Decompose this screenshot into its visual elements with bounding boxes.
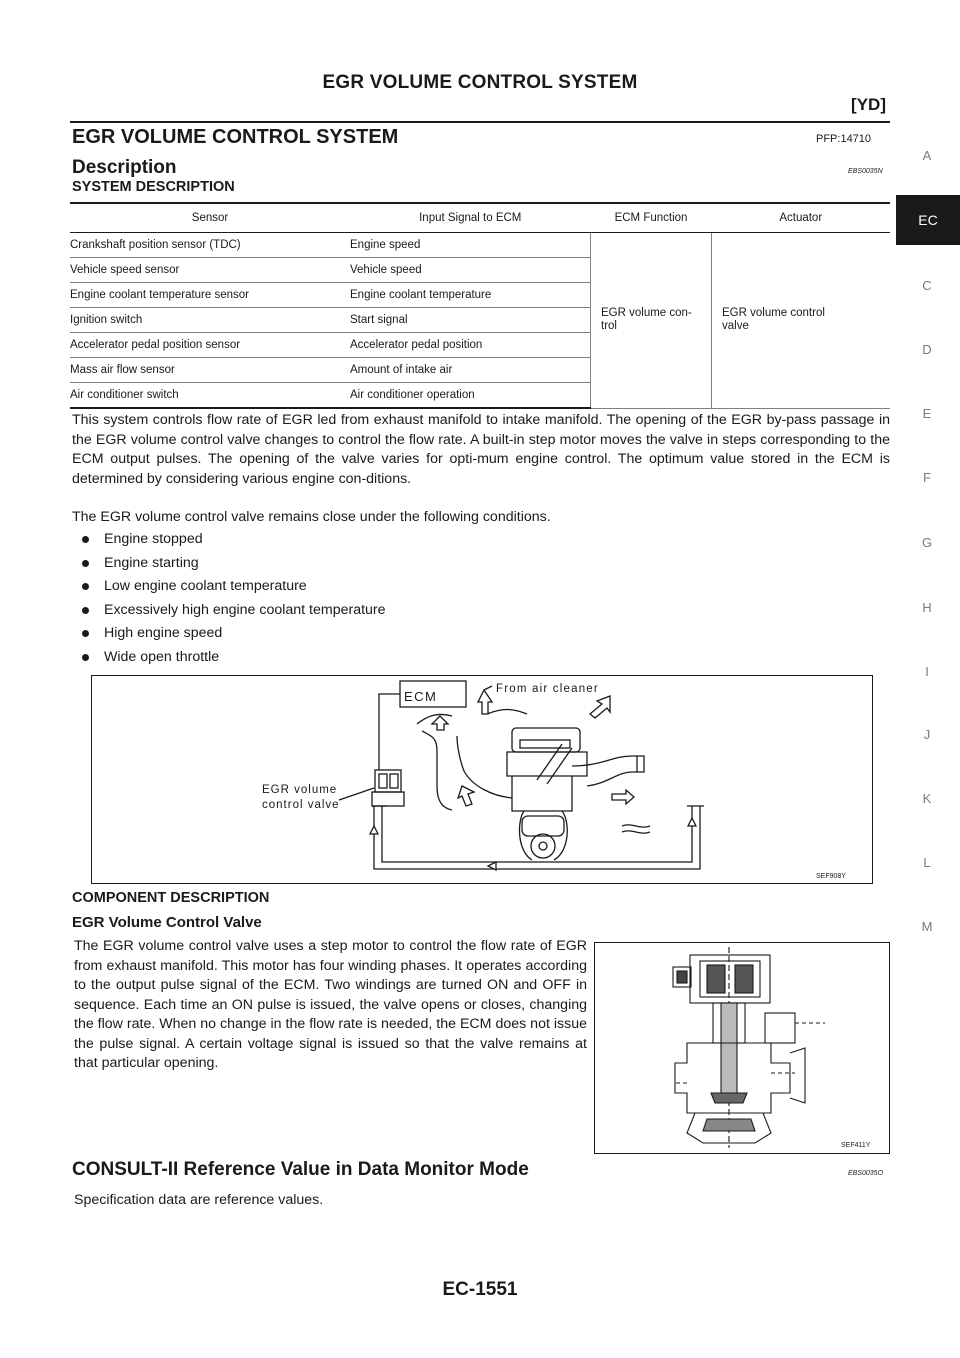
side-index-h[interactable]: H bbox=[922, 600, 932, 615]
side-index-l[interactable]: L bbox=[923, 855, 931, 870]
piston bbox=[522, 816, 564, 836]
part-number: PFP:14710 bbox=[816, 133, 872, 145]
bullet-icon bbox=[82, 583, 89, 590]
egr-valve-label-line1: EGR volume bbox=[262, 784, 338, 796]
component-subheading: EGR Volume Control Valve bbox=[72, 914, 262, 931]
signal-cell: Start signal bbox=[350, 308, 591, 333]
figure-code: SEF908Y bbox=[816, 873, 846, 880]
table-header-sensor: Sensor bbox=[70, 203, 350, 233]
side-index-ec-active[interactable]: EC bbox=[896, 195, 960, 245]
table-header-actuator: Actuator bbox=[712, 203, 891, 233]
list-item bbox=[72, 529, 386, 553]
table-row bbox=[70, 233, 890, 258]
air-arrow-icon bbox=[432, 716, 448, 730]
system-paragraph-2: The EGR volume control valve remains close under the following conditions. bbox=[72, 509, 551, 525]
bullet-icon bbox=[82, 630, 89, 637]
signal-cell: Engine speed bbox=[350, 233, 591, 258]
sensor-cell: Air conditioner switch bbox=[70, 383, 350, 409]
system-diagram-figure bbox=[91, 675, 873, 884]
sensor-cell: Engine coolant temperature sensor bbox=[70, 283, 350, 308]
bullet-icon bbox=[82, 607, 89, 614]
valve-section-drawing bbox=[595, 943, 889, 1153]
sensor-cell: Mass air flow sensor bbox=[70, 358, 350, 383]
table-header-input-signal: Input Signal to ECM bbox=[350, 203, 591, 233]
ecm-label: ECM bbox=[404, 689, 438, 704]
valve-section-figure bbox=[594, 942, 890, 1154]
signal-cell: Accelerator pedal position bbox=[350, 333, 591, 358]
air-cleaner-label: From air cleaner bbox=[496, 683, 599, 695]
exhaust-wave bbox=[622, 825, 650, 827]
condition-text: High engine speed bbox=[104, 625, 223, 641]
side-index-e[interactable]: E bbox=[922, 406, 932, 421]
side-index-c[interactable]: C bbox=[922, 278, 932, 293]
list-item bbox=[72, 553, 386, 577]
signal-cell: Vehicle speed bbox=[350, 258, 591, 283]
sensor-cell: Accelerator pedal position sensor bbox=[70, 333, 350, 358]
system-diagram bbox=[92, 676, 872, 883]
condition-text: Wide open throttle bbox=[104, 648, 220, 665]
egr-valve-label-line2: control valve bbox=[262, 799, 340, 811]
table-header-ecm-function: ECM Function bbox=[591, 203, 712, 233]
condition-text: Low engine coolant temperature bbox=[104, 578, 307, 594]
condition-text: Excessively high engine coolant temperature bbox=[104, 601, 386, 618]
table-header-row bbox=[70, 203, 890, 233]
side-index-g[interactable]: G bbox=[921, 535, 933, 550]
component-description-heading: COMPONENT DESCRIPTION bbox=[72, 890, 270, 906]
side-index-f[interactable]: F bbox=[923, 470, 931, 485]
running-header-code: [YD] bbox=[851, 95, 886, 114]
bullet-icon bbox=[82, 536, 89, 543]
side-index-a[interactable]: A bbox=[922, 148, 932, 163]
actuator-cell: EGR volume control valve bbox=[712, 233, 891, 409]
description-title: Description bbox=[72, 157, 177, 178]
system-paragraph-1: This system controls flow rate of EGR led from exhaust manifold to intake manifold. The opening of the EGR by-pass passage in the EGR volume control valve changes to control the flow rate. A built-in step motor moves the valve in steps corresponding to the ECM output pulses. The opening of the valve varies for opti-mum engine control. The optimum value stored in the ECM is determined by considering various engine con-ditions. bbox=[72, 412, 890, 487]
system-description-heading: SYSTEM DESCRIPTION bbox=[72, 179, 235, 195]
sensor-cell: Ignition switch bbox=[70, 308, 350, 333]
side-index-m[interactable]: M bbox=[921, 919, 933, 934]
consult-code: EBS0035O bbox=[848, 1170, 884, 1177]
step-motor-housing bbox=[690, 955, 770, 1003]
list-item bbox=[72, 576, 386, 600]
running-header-title: EGR VOLUME CONTROL SYSTEM bbox=[322, 72, 638, 93]
description-code: EBS0035N bbox=[848, 168, 883, 175]
side-index-i[interactable]: I bbox=[925, 664, 929, 679]
ecm-function-cell: EGR volume con- trol bbox=[591, 233, 712, 409]
side-index-d[interactable]: D bbox=[922, 342, 932, 357]
spec-note: Specification data are reference values. bbox=[74, 1192, 324, 1208]
page-number: EC-1551 bbox=[442, 1279, 518, 1300]
crank bbox=[531, 834, 555, 858]
conditions-list bbox=[72, 529, 386, 670]
list-item bbox=[72, 600, 386, 624]
side-index-j[interactable]: J bbox=[923, 727, 931, 742]
header-rule bbox=[70, 121, 890, 123]
bullet-icon bbox=[82, 560, 89, 567]
side-index-k[interactable]: K bbox=[922, 791, 932, 806]
signal-cell: Amount of intake air bbox=[350, 358, 591, 383]
system-table bbox=[70, 202, 890, 409]
bullet-icon bbox=[82, 654, 89, 661]
ecm-wire bbox=[379, 694, 400, 770]
valve-head bbox=[711, 1093, 747, 1103]
consult-title: CONSULT-II Reference Value in Data Monitor Mode bbox=[72, 1159, 529, 1180]
exhaust-manifold bbox=[572, 756, 637, 786]
figure-code: SEF411Y bbox=[841, 1142, 871, 1149]
list-item bbox=[72, 647, 386, 671]
condition-text: Engine starting bbox=[104, 554, 199, 571]
signal-cell: Engine coolant temperature bbox=[350, 283, 591, 308]
condition-text: Engine stopped bbox=[104, 531, 203, 547]
component-paragraph: The EGR volume control valve uses a step motor to control the flow rate of EGR from exhaust manifold. This motor has four winding phases. It operates according to the output pulse signal of the ECM. Two windings are turned ON and OFF in sequence. Each time an ON pulse is issued, the valve opens or closes, changing the flow rate. When no change in the flow rate is needed, the ECM does not issue the pulse signal. A certain voltage signal is issued so that the valve remains at that particular opening. bbox=[74, 938, 587, 1071]
signal-cell: Air conditioner operation bbox=[350, 383, 591, 409]
egr-flow-arrow-icon bbox=[458, 786, 474, 806]
list-item bbox=[72, 623, 386, 647]
sensor-cell: Crankshaft position sensor (TDC) bbox=[70, 233, 350, 258]
sensor-cell: Vehicle speed sensor bbox=[70, 258, 350, 283]
section-title: EGR VOLUME CONTROL SYSTEM bbox=[72, 126, 399, 148]
